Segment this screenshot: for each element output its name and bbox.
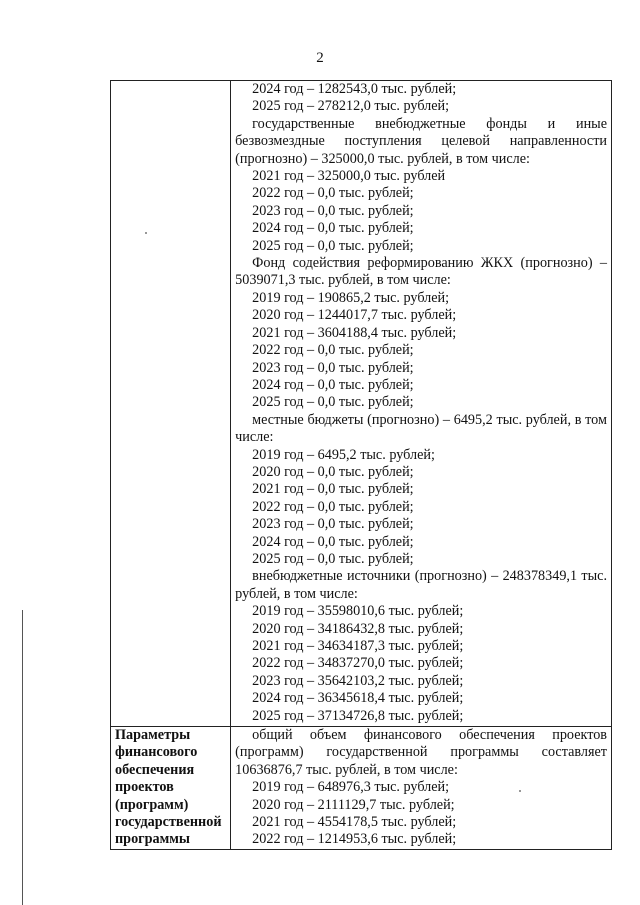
text-line: 2022 год – 0,0 тыс. рублей; [252,185,414,202]
text-line: 2022 год – 0,0 тыс. рублей; [252,498,414,515]
text-line: 2019 год – 648976,3 тыс. рублей; [252,779,450,796]
text-line: 2022 год – 1214953,6 тыс. рублей; [252,831,457,848]
text-paragraph: Фонд содействия реформированию ЖКХ (прогнозно) – 5039071,3 тыс. рублей, в том числе: [235,255,607,289]
row-label-line: государственной [115,814,222,831]
text-line: 2025 год – 278212,0 тыс. рублей; [252,98,450,115]
text-line: 2024 год – 0,0 тыс. рублей; [252,533,414,550]
text-line: 2019 год – 35598010,6 тыс. рублей; [252,603,464,620]
text-line: 2024 год – 1282543,0 тыс. рублей; [252,81,457,97]
text-line: 2021 год – 4554178,5 тыс. рублей; [252,814,457,831]
passport-table [110,80,612,850]
row-label-line: проектов [115,779,174,796]
row-label-line: (программ) [115,796,189,813]
text-line: 2022 год – 0,0 тыс. рублей; [252,342,414,359]
text-line: 2024 год – 36345618,4 тыс. рублей; [252,690,464,707]
text-line: 2024 год – 0,0 тыс. рублей; [252,220,414,237]
text-line: 2023 год – 0,0 тыс. рублей; [252,516,414,533]
text-paragraph: государственные внебюджетные фонды и иные безвозмездные поступления целевой направленности (прогнозно) – 325000,0 тыс. рублей, в том числе: [235,115,607,167]
text-line: 2022 год – 34837270,0 тыс. рублей; [252,655,464,672]
text-paragraph: внебюджетные источники (прогнозно) – 248378349,1 тыс. рублей, в том числе: [235,568,607,602]
table-row [111,81,612,727]
scan-speck [519,790,521,792]
text-paragraph: общий объем финансового обеспечения проектов (программ) государственной программы составляет 10636876,7 тыс. рублей, в том числе: [235,727,607,778]
text-line: 2020 год – 0,0 тыс. рублей; [252,463,414,480]
row-label-cell [111,727,231,850]
text-line: 2025 год – 0,0 тыс. рублей; [252,394,414,411]
text-paragraph: местные бюджеты (прогнозно) – 6495,2 тыс. рублей, в том числе: [235,411,607,446]
row-content-cell [231,81,612,727]
row-content-cell [231,727,612,850]
row-label-line: обеспечения [115,761,195,778]
text-line: 2021 год – 0,0 тыс. рублей; [252,481,414,498]
text-line: 2025 год – 0,0 тыс. рублей; [252,550,414,567]
text-line: 2020 год – 34186432,8 тыс. рублей; [252,620,464,637]
text-line: 2023 год – 0,0 тыс. рублей; [252,202,414,219]
row-label-line: Параметры [115,727,191,743]
row-label-line: программы [115,831,190,848]
row-label-line: финансового [115,744,198,761]
text-line: 2023 год – 35642103,2 тыс. рублей; [252,672,464,689]
text-line: 2021 год – 3604188,4 тыс. рублей; [252,324,457,341]
text-line: 2021 год – 34634187,3 тыс. рублей; [252,638,464,654]
scan-speck [145,232,147,234]
page-number: 2 [316,50,324,66]
text-line: 2019 год – 6495,2 тыс. рублей; [252,446,435,463]
row-label-cell [111,81,231,727]
scan-edge-line [22,610,23,905]
text-line: 2025 год – 37134726,8 тыс. рублей; [252,707,464,724]
text-line: 2019 год – 190865,2 тыс. рублей; [252,289,450,306]
text-line: 2020 год – 2111129,7 тыс. рублей; [252,796,455,813]
text-line: 2024 год – 0,0 тыс. рублей; [252,376,414,393]
text-line: 2020 год – 1244017,7 тыс. рублей; [252,307,457,324]
table-row [111,727,612,850]
text-line: 2023 год – 0,0 тыс. рублей; [252,359,414,376]
text-line: 2021 год – 325000,0 тыс. рублей [252,168,446,185]
text-line: 2025 год – 0,0 тыс. рублей; [252,237,414,254]
